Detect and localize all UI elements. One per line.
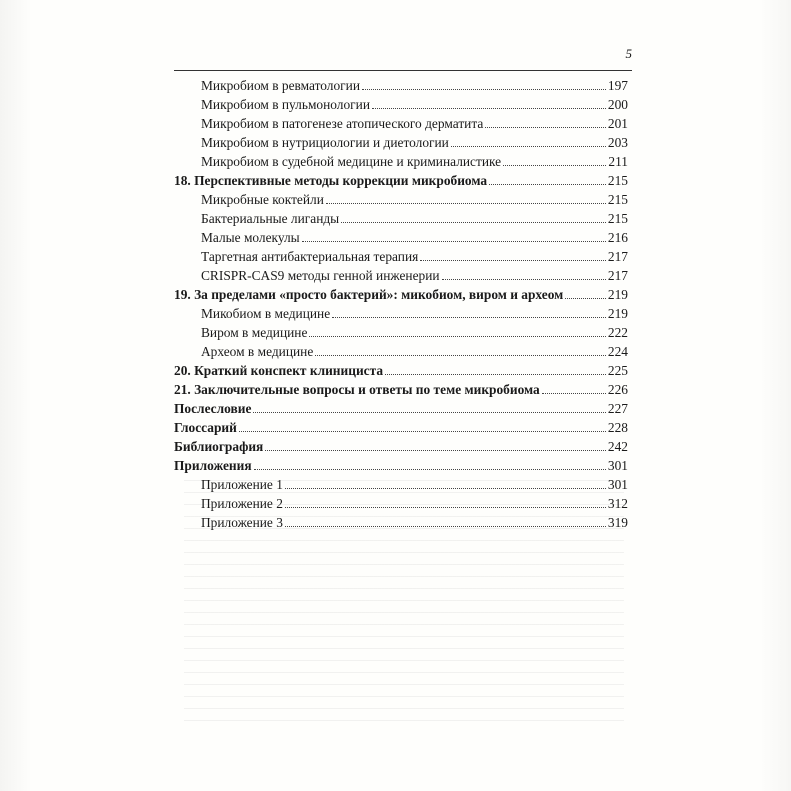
table-of-contents	[174, 76, 628, 532]
page-number: 5	[625, 46, 632, 61]
toc-entry-title: Приложения	[174, 458, 252, 473]
toc-section-entry	[174, 475, 628, 494]
toc-page-number: 217	[607, 249, 628, 264]
toc-page-number: 312	[607, 496, 628, 511]
toc-section-entry	[174, 247, 628, 266]
dot-leader	[253, 412, 606, 413]
dot-leader	[254, 469, 606, 470]
header-rule	[174, 70, 632, 71]
toc-page-number: 211	[608, 154, 628, 169]
dot-leader	[489, 184, 606, 185]
toc-section-entry	[174, 95, 628, 114]
toc-page-number: 197	[607, 78, 628, 93]
toc-section-entry	[174, 76, 628, 95]
dot-leader	[315, 355, 606, 356]
toc-page-number: 201	[607, 116, 628, 131]
dot-leader	[565, 298, 606, 299]
toc-section-entry	[174, 323, 628, 342]
toc-entry-title: Виром в медицине	[201, 325, 308, 340]
toc-section-entry	[174, 133, 628, 152]
toc-entry-title: Библиография	[174, 439, 264, 454]
toc-chapter-entry	[174, 380, 628, 399]
toc-page-number: 319	[607, 515, 628, 530]
toc-section-entry	[174, 190, 628, 209]
toc-chapter-entry	[174, 456, 628, 475]
toc-section-entry	[174, 114, 628, 133]
toc-section-entry	[174, 342, 628, 361]
toc-entry-title: Бактериальные лиганды	[201, 211, 340, 226]
toc-page-number: 215	[607, 211, 628, 226]
dot-leader	[485, 127, 606, 128]
dot-leader	[285, 507, 606, 508]
toc-entry-title: 19. За пределами «просто бактерий»: микобиом, виром и археом	[174, 287, 564, 302]
toc-entry-title: Приложение 3	[201, 515, 283, 530]
dot-leader	[302, 241, 606, 242]
toc-section-entry	[174, 513, 628, 532]
dot-leader	[332, 317, 606, 318]
toc-entry-title: 18. Перспективные методы коррекции микробиома	[174, 173, 488, 188]
dot-leader	[285, 488, 606, 489]
dot-leader	[420, 260, 606, 261]
dot-leader	[285, 526, 606, 527]
toc-entry-title: Микробиом в ревматологии	[201, 78, 360, 93]
toc-section-entry	[174, 304, 628, 323]
dot-leader	[362, 89, 606, 90]
toc-entry-title: Микробиом в судебной медицине и криминалистике	[201, 154, 502, 169]
toc-entry-title: Микробиом в нутрициологии и диетологии	[201, 135, 449, 150]
toc-entry-title: Таргетная антибактериальная терапия	[201, 249, 419, 264]
toc-section-entry	[174, 152, 628, 171]
toc-page-number: 224	[607, 344, 628, 359]
toc-entry-title: Микробиом в пульмонологии	[201, 97, 370, 112]
toc-page-number: 227	[607, 401, 628, 416]
toc-page-number: 228	[607, 420, 628, 435]
dot-leader	[326, 203, 606, 204]
dot-leader	[503, 165, 606, 166]
toc-page-number: 200	[607, 97, 628, 112]
toc-section-entry	[174, 209, 628, 228]
toc-entry-title: Археом в медицине	[201, 344, 314, 359]
toc-page-number: 219	[607, 287, 628, 302]
toc-entry-title: Микробные коктейли	[201, 192, 324, 207]
toc-page-number: 215	[607, 192, 628, 207]
toc-chapter-entry	[174, 361, 628, 380]
toc-chapter-entry	[174, 285, 628, 304]
dot-leader	[309, 336, 606, 337]
toc-entry-title: CRISPR-CAS9 методы генной инженерии	[201, 268, 440, 283]
toc-page-number: 217	[607, 268, 628, 283]
toc-section-entry	[174, 228, 628, 247]
toc-entry-title: Приложение 1	[201, 477, 283, 492]
toc-section-entry	[174, 266, 628, 285]
toc-page-number: 242	[607, 439, 628, 454]
toc-chapter-entry	[174, 418, 628, 437]
toc-page-number: 301	[607, 477, 628, 492]
toc-entry-title: Микробиом в патогенезе атопического дерматита	[201, 116, 484, 131]
dot-leader	[341, 222, 606, 223]
toc-chapter-entry	[174, 399, 628, 418]
toc-page-number: 225	[607, 363, 628, 378]
toc-entry-title: Микобиом в медицине	[201, 306, 331, 321]
toc-entry-title: Приложение 2	[201, 496, 283, 511]
dot-leader	[542, 393, 606, 394]
dot-leader	[265, 450, 606, 451]
dot-leader	[239, 431, 606, 432]
dot-leader	[442, 279, 606, 280]
toc-chapter-entry	[174, 437, 628, 456]
toc-page-number: 222	[607, 325, 628, 340]
toc-entry-title: Малые молекулы	[201, 230, 300, 245]
toc-page-number: 203	[607, 135, 628, 150]
toc-page-number: 219	[607, 306, 628, 321]
toc-entry-title: 20. Краткий конспект клинициста	[174, 363, 384, 378]
toc-section-entry	[174, 494, 628, 513]
toc-entry-title: Глоссарий	[174, 420, 237, 435]
dot-leader	[385, 374, 606, 375]
toc-entry-title: 21. Заключительные вопросы и ответы по теме микробиома	[174, 382, 540, 397]
toc-page-number: 216	[607, 230, 628, 245]
toc-page-number: 215	[607, 173, 628, 188]
toc-chapter-entry	[174, 171, 628, 190]
toc-page-number: 226	[607, 382, 628, 397]
toc-entry-title: Послесловие	[174, 401, 252, 416]
dot-leader	[372, 108, 606, 109]
dot-leader	[451, 146, 606, 147]
toc-page-number: 301	[607, 458, 628, 473]
